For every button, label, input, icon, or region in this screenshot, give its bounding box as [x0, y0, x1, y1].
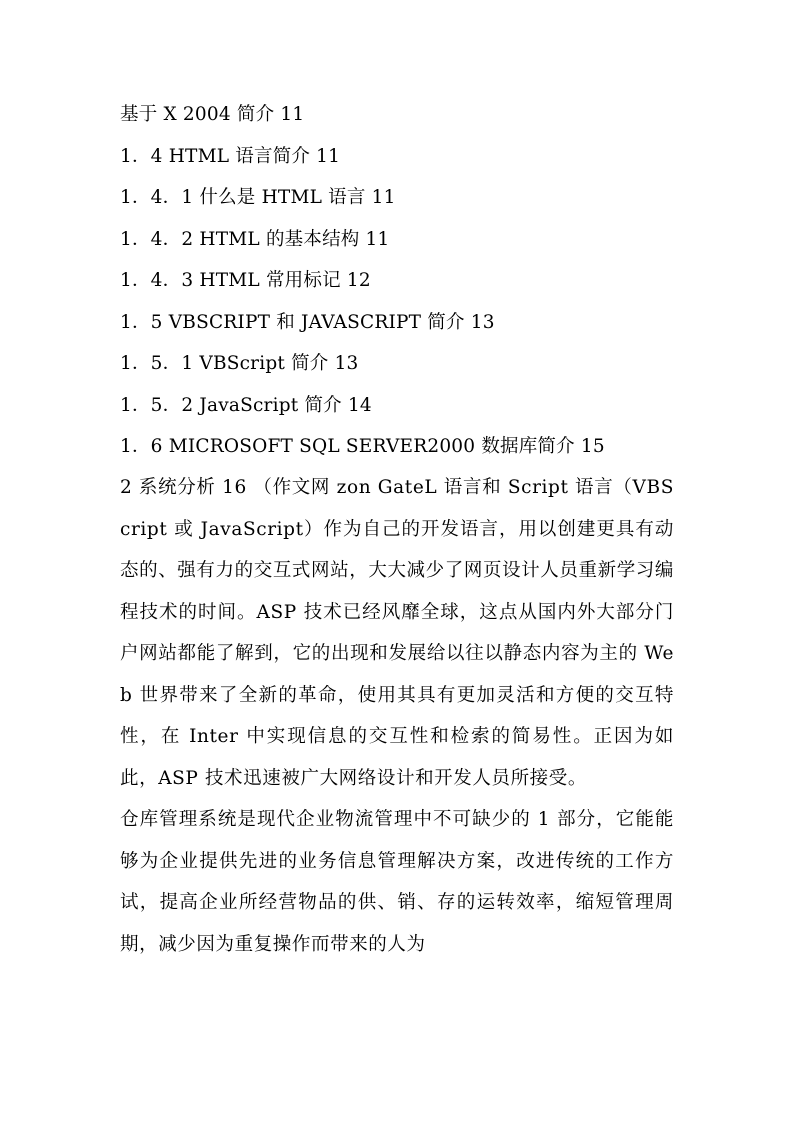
toc-entry: 1．4．2 HTML 的基本结构 11 — [120, 228, 390, 250]
toc-entry: 1．5 VBSCRIPT 和 JAVASCRIPT 简介 13 — [120, 311, 495, 333]
table-of-contents — [120, 94, 680, 468]
toc-entry: 1．4．3 HTML 常用标记 12 — [120, 270, 371, 291]
toc-entry: 1．4 HTML 语言简介 11 — [120, 145, 341, 167]
paragraph-warehouse-system: 仓库管理系统是现代企业物流管理中不可缺少的 1 部分，它能能够为企业提供先进的业务信息管理解决方案，改进传统的工作方试，提高企业所经营物品的供、销、存的运转效率，缩短管理周期，减少因为重复操作而带来的人为 — [120, 809, 674, 955]
toc-entry: 1．6 MICROSOFT SQL SERVER2000 数据库简介 15 — [120, 436, 605, 457]
body-text — [120, 467, 674, 965]
toc-entry: 1．5．1 VBScript 简介 13 — [120, 353, 359, 374]
paragraph-asp-intro: 2 系统分析 16 （作文网 zon GateL 语言和 Script 语言（VBScript 或 JavaScript）作为自己的开发语言，用以创建更具有动态的、强有力的交互式网站，大大减少了网页设计人员重新学习编程技术的时间。ASP 技术已经风靡全球，这点从国内外大部分门户网站都能了解到，它的出现和发展给以往以静态内容为主的 Web 世界带来了全新的革命，使用其具有更加灵活和方便的交互特性，在 Inter 中实现信息的交互性和检索的简易性。正因为如此，ASP 技术迅速被广大网络设计和开发人员所接受。 — [120, 477, 674, 789]
toc-entry: 1．5．2 JavaScript 简介 14 — [120, 394, 372, 416]
toc-entry: 1．4．1 什么是 HTML 语言 11 — [120, 187, 396, 208]
toc-entry: 基于 X 2004 简介 11 — [120, 104, 305, 125]
